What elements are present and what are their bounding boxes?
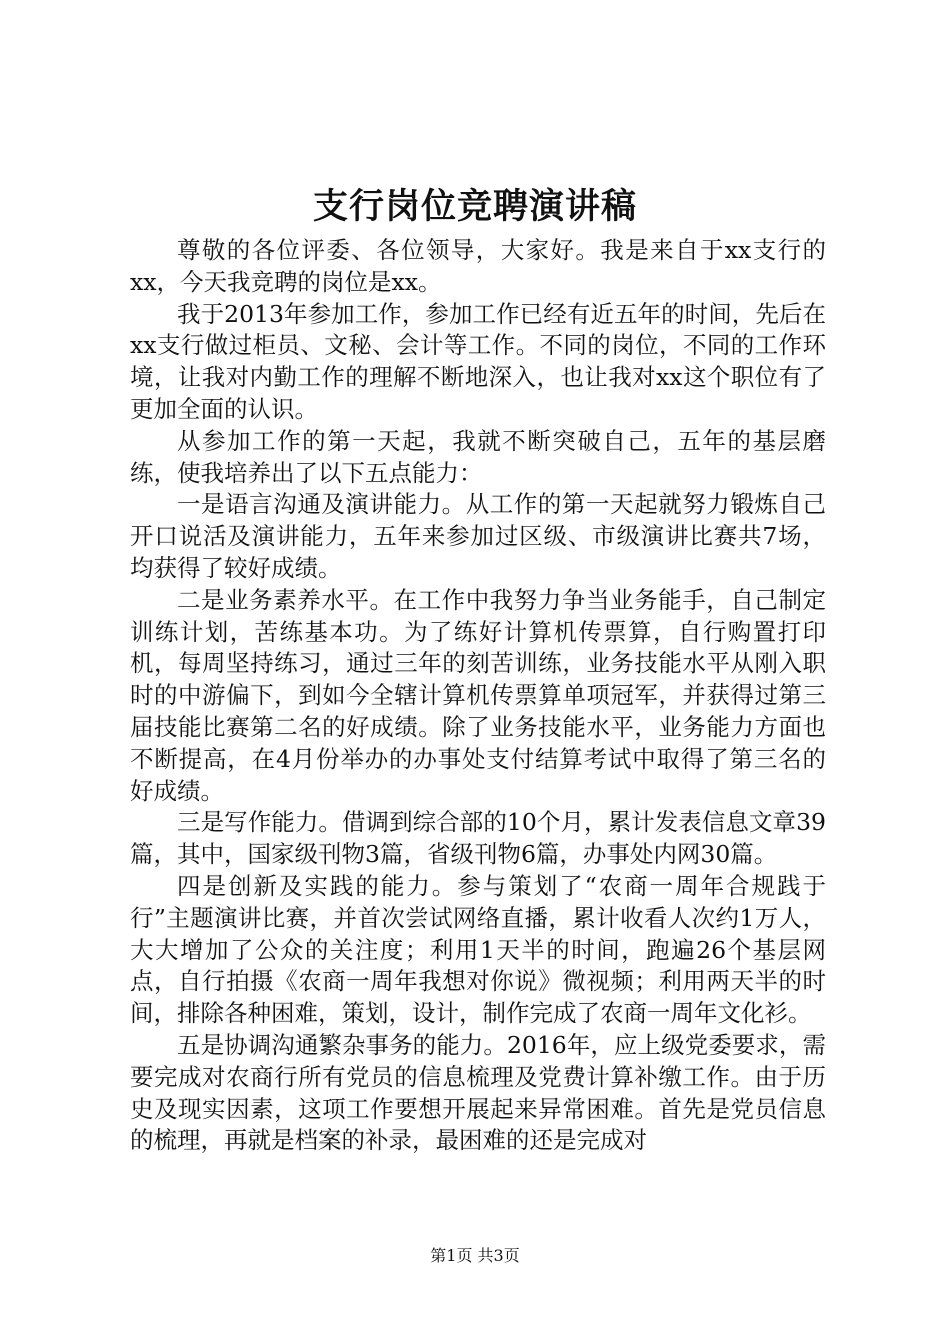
- paragraph-ability-business: 二是业务素养水平。在工作中我努力争当业务能手，自己制定训练计划，苦练基本功。为了练好计算机传票算，自行购置打印机，每周坚持练习，通过三年的刻苦训练，业务技能水平从刚入职时的中游偏下，到如今全辖计算机传票算单项冠军，并获得过第三届技能比赛第二名的好成绩。除了业务技能水平，业务能力方面也不断提高，在4月份举办的办事处支付结算考试中取得了第三名的好成绩。: [130, 585, 826, 805]
- paragraph-work-history: 我于2013年参加工作，参加工作已经有近五年的时间，先后在xx支行做过柜员、文秘、会计等工作。不同的岗位，不同的工作环境，让我对内勤工作的理解不断地深入，也让我对xx这个职位有了更加全面的认识。: [130, 299, 826, 423]
- paragraph-abilities-intro: 从参加工作的第一天起，我就不断突破自己，五年的基层磨练，使我培养出了以下五点能力：: [130, 426, 826, 487]
- paragraph-ability-coordination: 五是协调沟通繁杂事务的能力。2016年，应上级党委要求，需要完成对农商行所有党员的信息梳理及党费计算补缴工作。由于历史及现实因素，这项工作要想开展起来异常困难。首先是党员信息的梳理，再就是档案的补录，最困难的还是完成对: [130, 1030, 826, 1155]
- paragraph-ability-innovation: 四是创新及实践的能力。参与策划了“农商一周年合规践于行”主题演讲比赛，并首次尝试网络直播，累计收看人次约1万人，大大增加了公众的关注度；利用1天半的时间，跑遍26个基层网点，自行拍摄《农商一周年我想对你说》微视频；利用两天半的时间，排除各种困难，策划，设计，制作完成了农商一周年文化衫。: [130, 871, 826, 1028]
- document-title: 支行岗位竞聘演讲稿: [312, 186, 637, 227]
- page-number-footer: 第1页 共3页: [430, 1246, 520, 1265]
- paragraph-ability-writing: 三是写作能力。借调到综合部的10个月，累计发表信息文章39篇，其中，国家级刊物3篇，省级刊物6篇，办事处内网30篇。: [130, 808, 826, 869]
- paragraph-greeting: 尊敬的各位评委、各位领导，大家好。我是来自于xx支行的xx，今天我竞聘的岗位是xx。: [130, 236, 826, 296]
- document-body: [130, 235, 826, 1157]
- paragraph-ability-speech: 一是语言沟通及演讲能力。从工作的第一天起就努力锻炼自己开口说活及演讲能力，五年来参加过区级、市级演讲比赛共7场，均获得了较好成绩。: [130, 490, 826, 582]
